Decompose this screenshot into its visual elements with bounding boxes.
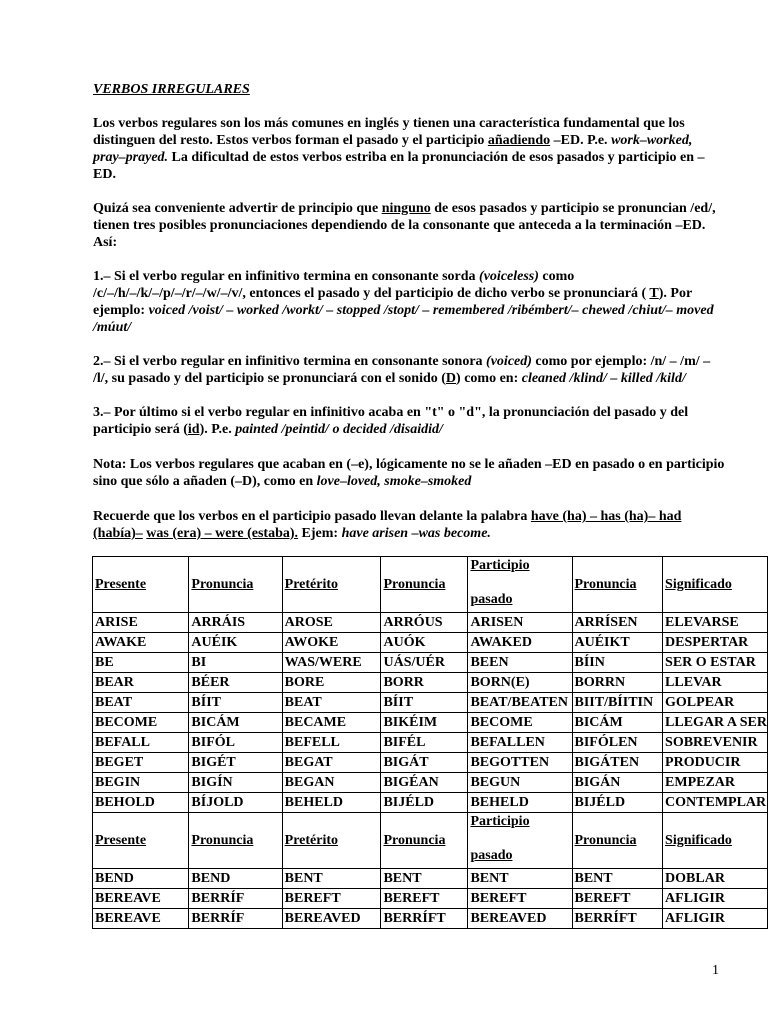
- table-cell: BÍJOLD: [189, 793, 282, 813]
- table-cell: BEREFT: [381, 889, 468, 909]
- table-cell: BERRÍF: [189, 889, 282, 909]
- table-cell: BIFÓLEN: [572, 733, 663, 753]
- table-cell: BENT: [282, 869, 381, 889]
- table-cell: AUÉIKT: [572, 633, 663, 653]
- table-cell: LLEVAR: [663, 673, 768, 693]
- header-presente: Presente: [93, 813, 189, 869]
- reminder-paragraph: Recuerde que los verbos en el participio pasado llevan delante la palabra have (ha) – has (ha)– had (había)– was (era) – were (estaba). Ejem: have arisen –was become.: [93, 509, 682, 541]
- table-cell: BIGÁT: [381, 753, 468, 773]
- header-pronuncia: Pronuncia: [572, 813, 663, 869]
- table-row: [93, 773, 768, 793]
- table-cell: ARRÍSEN: [572, 613, 663, 633]
- table-cell: BEGUN: [468, 773, 572, 793]
- table-cell: BEAT: [93, 693, 189, 713]
- table-cell: BEFALL: [93, 733, 189, 753]
- table-cell: AWAKE: [93, 633, 189, 653]
- table-cell: DESPERTAR: [663, 633, 768, 653]
- table-cell: BEREAVE: [93, 889, 189, 909]
- table-cell: LLEGAR A SER: [663, 713, 768, 733]
- table-cell: BORN(E): [468, 673, 572, 693]
- header-significado: Significado: [663, 557, 768, 613]
- table-cell: BENT: [572, 869, 663, 889]
- table-cell: BICÁM: [572, 713, 663, 733]
- table-cell: BEEN: [468, 653, 572, 673]
- table-cell: EMPEZAR: [663, 773, 768, 793]
- header-pronuncia: Pronuncia: [381, 557, 468, 613]
- table-cell: BIGÁN: [572, 773, 663, 793]
- table-cell: UÁS/UÉR: [381, 653, 468, 673]
- table-cell: BORRN: [572, 673, 663, 693]
- table-cell: BEFALLEN: [468, 733, 572, 753]
- table-cell: BICÁM: [189, 713, 282, 733]
- note-paragraph: Nota: Los verbos regulares que acaban en (–e), lógicamente no se le añaden –ED en pasado o en participio sino que sólo a añaden (–D), como en love–loved, smoke–smoked: [93, 457, 725, 489]
- table-row: [93, 753, 768, 773]
- table-cell: BEGOTTEN: [468, 753, 572, 773]
- table-row: [93, 713, 768, 733]
- table-cell: BE: [93, 653, 189, 673]
- table-row: [93, 693, 768, 713]
- page-title: VERBOS IRREGULARES: [93, 82, 250, 97]
- table-cell: BEHOLD: [93, 793, 189, 813]
- table-cell: BIKÉIM: [381, 713, 468, 733]
- table-cell: BI: [189, 653, 282, 673]
- table-cell: BEND: [93, 869, 189, 889]
- table-cell: DOBLAR: [663, 869, 768, 889]
- table-cell: BIFÓL: [189, 733, 282, 753]
- table-cell: BECOME: [468, 713, 572, 733]
- table-cell: BEND: [189, 869, 282, 889]
- warning-paragraph: Quizá sea conveniente advertir de principio que ninguno de esos pasados y participio se pronuncian /ed/, tienen tres posibles pronunciaciones dependiendo de la consonante que anteceda a la terminación –ED. Así:: [93, 201, 716, 250]
- table-cell: BECOME: [93, 713, 189, 733]
- table-cell: SOBREVENIR: [663, 733, 768, 753]
- table-row: [93, 733, 768, 753]
- table-cell: ELEVARSE: [663, 613, 768, 633]
- table-cell: BIGÍN: [189, 773, 282, 793]
- table-cell: BÍIT: [381, 693, 468, 713]
- table-cell: BEREFT: [468, 889, 572, 909]
- rule-voiced-paragraph: 2.– Si el verbo regular en infinitivo termina en consonante sonora (voiced) como por ejemplo: /n/ – /m/ – /l/, su pasado y del participio se pronunciará con el sonido (D) como en: cleaned /klind/ – killed /kild/: [93, 354, 711, 386]
- header-pronuncia: Pronuncia: [189, 557, 282, 613]
- table-header-row-repeat: [93, 813, 768, 869]
- table-row: [93, 909, 768, 929]
- table-row: [93, 613, 768, 633]
- table-cell: BERRÍFT: [572, 909, 663, 929]
- table-cell: BENT: [468, 869, 572, 889]
- table-cell: ARRÓUS: [381, 613, 468, 633]
- table-cell: BECAME: [282, 713, 381, 733]
- rule-voiceless-paragraph: 1.– Si el verbo regular en infinitivo termina en consonante sorda (voiceless) como /c/–/h/–/k/–/p/–/r/–/w/–/v/, entonces el pasado y del participio de dicho verbo se pronunciará ( T). Por ejemplo: voiced /voist/ – worked /workt/ – stopped /stopt/ – remembered /ribémbert/– chewed /chiut/– moved /múut/: [93, 269, 714, 335]
- table-cell: BÉER: [189, 673, 282, 693]
- table-cell: BIFÉL: [381, 733, 468, 753]
- table-cell: BEAT: [282, 693, 381, 713]
- table-cell: BEREAVED: [282, 909, 381, 929]
- table-row: [93, 653, 768, 673]
- table-cell: BEHELD: [468, 793, 572, 813]
- header-participio-pasado: Participio pasado: [468, 557, 572, 613]
- table-cell: AUÉIK: [189, 633, 282, 653]
- table-cell: BEAR: [93, 673, 189, 693]
- page-number: 1: [712, 963, 719, 978]
- table-cell: BEHELD: [282, 793, 381, 813]
- table-row: [93, 633, 768, 653]
- table-cell: BÍIN: [572, 653, 663, 673]
- table-header-row: [93, 557, 768, 613]
- header-participio-pasado: Participio pasado: [468, 813, 572, 869]
- intro-paragraph: Los verbos regulares son los más comunes en inglés y tienen una característica fundamental que los distinguen del resto. Estos verbos forman el pasado y el participio añadiendo –ED. P.e. work–worked, pray–prayed. La dificultad de estos verbos estriba en la pronunciación de esos pasados y participio en –ED.: [93, 116, 705, 182]
- table-cell: BENT: [381, 869, 468, 889]
- table-cell: AUÓK: [381, 633, 468, 653]
- rule-t-d-paragraph: 3.– Por último si el verbo regular en infinitivo acaba en "t" o "d", la pronunciación del pasado y del participio será (id). P.e. painted /peintid/ o decided /disaidid/: [93, 405, 689, 437]
- table-cell: PRODUCIR: [663, 753, 768, 773]
- table-cell: ARISEN: [468, 613, 572, 633]
- table-cell: BEREFT: [572, 889, 663, 909]
- table-cell: ARISE: [93, 613, 189, 633]
- table-cell: BIGÉAN: [381, 773, 468, 793]
- irregular-verbs-table: [92, 556, 768, 929]
- table-cell: BIIT/BÍITIN: [572, 693, 663, 713]
- table-cell: BERRÍFT: [381, 909, 468, 929]
- table-cell: ARRÁIS: [189, 613, 282, 633]
- table-cell: AWAKED: [468, 633, 572, 653]
- table-cell: BEAT/BEATEN: [468, 693, 572, 713]
- table-cell: BEREAVE: [93, 909, 189, 929]
- table-cell: BIGÁTEN: [572, 753, 663, 773]
- table-cell: BÍIT: [189, 693, 282, 713]
- table-cell: SER O ESTAR: [663, 653, 768, 673]
- table-cell: BIJÉLD: [572, 793, 663, 813]
- table-cell: BEGAN: [282, 773, 381, 793]
- header-pronuncia: Pronuncia: [189, 813, 282, 869]
- table-cell: AFLIGIR: [663, 889, 768, 909]
- table-cell: GOLPEAR: [663, 693, 768, 713]
- table-cell: BIJÉLD: [381, 793, 468, 813]
- header-preterito: Pretérito: [282, 813, 381, 869]
- table-cell: BEREFT: [282, 889, 381, 909]
- table-row: [93, 869, 768, 889]
- table-cell: AROSE: [282, 613, 381, 633]
- table-cell: BEREAVED: [468, 909, 572, 929]
- table-cell: BERRÍF: [189, 909, 282, 929]
- table-cell: BEFELL: [282, 733, 381, 753]
- table-row: [93, 889, 768, 909]
- header-pronuncia: Pronuncia: [381, 813, 468, 869]
- table-cell: BEGET: [93, 753, 189, 773]
- table-row: [93, 793, 768, 813]
- table-cell: WAS/WERE: [282, 653, 381, 673]
- table-row: [93, 673, 768, 693]
- table-cell: BORR: [381, 673, 468, 693]
- header-significado: Significado: [663, 813, 768, 869]
- table-cell: BEGIN: [93, 773, 189, 793]
- table-cell: BEGAT: [282, 753, 381, 773]
- header-pronuncia: Pronuncia: [572, 557, 663, 613]
- table-cell: BORE: [282, 673, 381, 693]
- table-cell: CONTEMPLAR: [663, 793, 768, 813]
- table-cell: AWOKE: [282, 633, 381, 653]
- table-cell: BIGÉT: [189, 753, 282, 773]
- table-cell: AFLIGIR: [663, 909, 768, 929]
- header-preterito: Pretérito: [282, 557, 381, 613]
- header-presente: Presente: [93, 557, 189, 613]
